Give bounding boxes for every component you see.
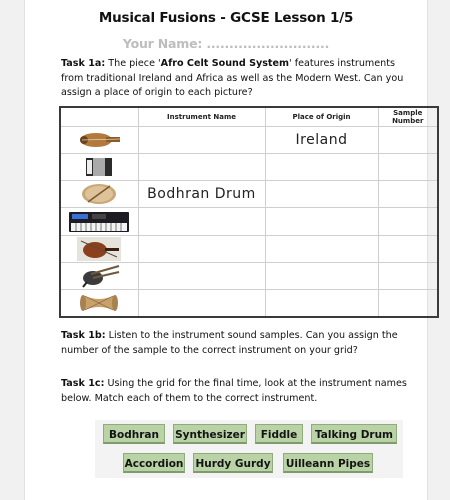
place-of-origin-cell[interactable] [265, 290, 378, 317]
accordion-icon [84, 155, 114, 179]
task-1b-label: Task 1b: [61, 330, 106, 341]
task-1b-instructions [61, 329, 419, 358]
sample-number-cell[interactable] [378, 290, 438, 317]
header-instrument-name: Instrument Name [138, 107, 265, 126]
place-of-origin-cell[interactable] [265, 181, 378, 208]
fiddle-icon [77, 237, 121, 261]
picture-cell [60, 208, 138, 235]
chip-bodhran[interactable]: Bodhran [103, 424, 165, 444]
header-place-of-origin: Place of Origin [265, 107, 378, 126]
task-1b-text: Listen to the instrument sound samples. Can you assign the number of the sample to the correct instrument on your grid? [61, 330, 398, 356]
task-1c-text: Using the grid for the final time, look at the instrument names below. Match each of them to the correct instrument. [61, 378, 407, 404]
talking-drum-icon [79, 291, 119, 315]
instrument-name-cell[interactable] [138, 290, 265, 317]
place-of-origin-cell[interactable] [265, 208, 378, 235]
task-1c-instructions [61, 377, 419, 406]
chip-accordion[interactable]: Accordion [123, 453, 185, 473]
bodhran-drum-icon [80, 182, 118, 206]
instrument-name-cell[interactable] [138, 153, 265, 180]
place-of-origin-cell[interactable] [265, 235, 378, 262]
synthesizer-icon [68, 211, 130, 233]
table-row [60, 262, 438, 289]
table-row [60, 290, 438, 317]
chip-talking-drum[interactable]: Talking Drum [311, 424, 397, 444]
instrument-name-cell[interactable] [138, 208, 265, 235]
sample-number-cell[interactable] [378, 181, 438, 208]
picture-cell [60, 290, 138, 317]
worksheet-page [24, 0, 428, 500]
chip-uilleann-pipes[interactable]: Uilleann Pipes [283, 453, 373, 473]
place-of-origin-cell[interactable] [265, 153, 378, 180]
task-1a-instructions [61, 57, 419, 101]
instrument-name-cell[interactable] [138, 235, 265, 262]
picture-cell [60, 235, 138, 262]
instrument-name-cell[interactable] [138, 262, 265, 289]
hurdy-gurdy-icon [76, 129, 122, 151]
picture-cell [60, 262, 138, 289]
table-row [60, 235, 438, 262]
task-1c-label: Task 1c: [61, 378, 105, 389]
sample-number-cell[interactable] [378, 235, 438, 262]
table-row [60, 181, 438, 208]
task-1a-piece-name: Afro Celt Sound System [160, 58, 290, 69]
instrument-name-cell[interactable]: Bodhran Drum [138, 181, 265, 208]
header-picture [60, 107, 138, 126]
picture-cell [60, 181, 138, 208]
table-row [60, 153, 438, 180]
instrument-name-cell[interactable] [138, 126, 265, 153]
your-name-field[interactable]: Your Name: ........................... [122, 36, 330, 51]
sample-number-cell[interactable] [378, 126, 438, 153]
task-1a-text-before: The piece ' [105, 58, 161, 69]
picture-cell [60, 126, 138, 153]
table-row [60, 208, 438, 235]
place-of-origin-cell[interactable] [265, 262, 378, 289]
instrument-grid [59, 106, 439, 318]
uilleann-pipes-icon [77, 264, 121, 288]
place-of-origin-cell[interactable]: Ireland [265, 126, 378, 153]
sample-number-cell[interactable] [378, 153, 438, 180]
page-title: Musical Fusions - GCSE Lesson 1/5 [98, 10, 354, 26]
grid-header-row [60, 107, 438, 126]
task-1a-label: Task 1a: [61, 58, 106, 69]
header-sample-number: Sample Number [378, 107, 438, 126]
instrument-word-bank [95, 420, 403, 478]
picture-cell [60, 153, 138, 180]
sample-number-cell[interactable] [378, 262, 438, 289]
sample-number-cell[interactable] [378, 208, 438, 235]
chip-synthesizer[interactable]: Synthesizer [173, 424, 247, 444]
task-1a-text-after: ' features instruments from traditional Ireland and Africa as well as the Modern West. Can you assign a place of origin to each picture? [61, 58, 404, 98]
chip-hurdy-gurdy[interactable]: Hurdy Gurdy [193, 453, 273, 473]
chip-fiddle[interactable]: Fiddle [255, 424, 303, 444]
table-row [60, 126, 438, 153]
